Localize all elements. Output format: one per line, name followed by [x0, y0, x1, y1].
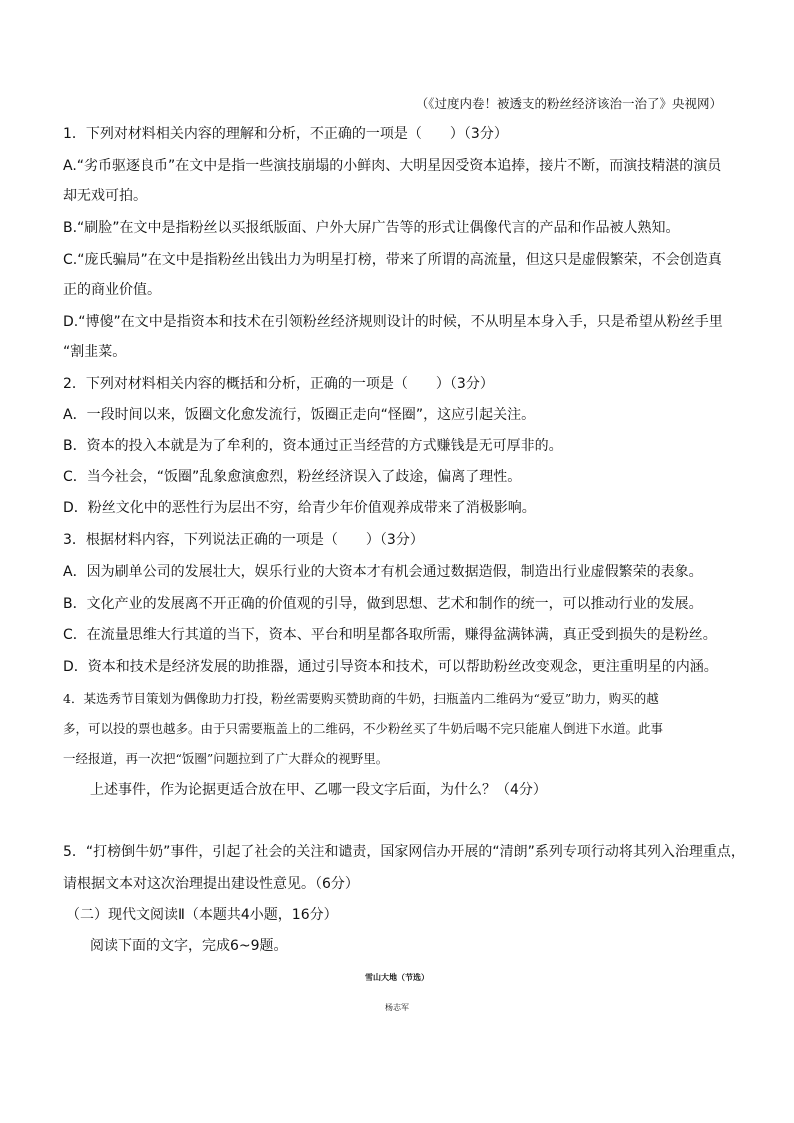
reading-instruction: 阅读下面的文字，完成6~9题。: [90, 938, 288, 954]
question-1-option-d: D.“博傻”在文中是指资本和技术在引领粉丝经济规则设计的时候，不从明星本身入手，只是希望从粉丝手里: [63, 314, 723, 330]
question-1-stem: 1．下列对材料相关内容的理解和分析，不正确的一项是（ ）（3分）: [63, 126, 508, 142]
question-4-prompt: 上述事件，作为论据更适合放在甲、乙哪一段文字后面，为什么？（4分）: [90, 782, 547, 798]
question-2-stem: 2．下列对材料相关内容的概括和分析，正确的一项是（ ）（3分）: [63, 376, 494, 392]
question-5-line-2: 请根据文本对这次治理提出建设性意见。（6分）: [63, 876, 359, 892]
question-4-line-3: 一经报道，再一次把“饭圈”问题拉到了广大群众的视野里。: [63, 751, 389, 766]
section-heading: （二）现代文阅读Ⅱ（本题共4小题，16分）: [66, 907, 338, 923]
question-1-option-a: A.“劣币驱逐良币”在文中是指一些演技崩塌的小鲜肉、大明星因受资本追捧，接片不断，而演技精湛的演员: [63, 158, 722, 174]
question-4-line-2: 多，可以投的票也越多。由于只需要瓶盖上的二维码，不少粉丝买了牛奶后喝不完只能雇人倒进下水道。此事: [63, 721, 664, 736]
question-1-option-a-cont: 却无戏可拍。: [63, 188, 147, 204]
question-2-option-b: B．资本的投入本就是为了牟利的，资本通过正当经营的方式赚钱是无可厚非的。: [63, 438, 563, 454]
passage-author: 杨志军: [385, 1003, 409, 1012]
passage-title: 雪山大地（节选）: [365, 972, 429, 982]
question-1-option-d-cont: “割韭菜。: [63, 344, 127, 360]
question-2-option-a: A．一段时间以来，饭圈文化愈发流行，饭圈正走向“怪圈”，这应引起关注。: [63, 407, 536, 423]
question-1-option-c: C.“庞氏骗局”在文中是指粉丝出钱出力为明星打榜，带来了所谓的高流量，但这只是虚假繁荣，不会创造真: [63, 252, 722, 268]
question-2-option-c: C．当今社会，“饭圈”乱象愈演愈烈，粉丝经济误入了歧途，偏离了理性。: [63, 469, 522, 485]
question-1-option-c-cont: 正的商业价值。: [63, 282, 161, 298]
question-1-option-b: B.“刷脸”在文中是指粉丝以买报纸版面、户外大屏广告等的形式让偶像代言的产品和作品被人熟知。: [63, 220, 680, 236]
question-3-option-b: B．文化产业的发展离不开正确的价值观的引导，做到思想、艺术和制作的统一，可以推动行业的发展。: [63, 596, 703, 612]
question-3-option-c: C．在流量思维大行其道的当下，资本、平台和明星都各取所需，赚得盆满钵满，真正受到损失的是粉丝。: [63, 627, 717, 643]
question-5-line-1: 5．“打榜倒牛奶”事件，引起了社会的关注和谴责，国家网信办开展的“清朗”系列专项行动将其列入治理重点，: [63, 844, 745, 860]
question-3-stem: 3．根据材料内容，下列说法正确的一项是（ ）（3分）: [63, 532, 424, 548]
question-3-option-a: A．因为刷单公司的发展壮大，娱乐行业的大资本才有机会通过数据造假，制造出行业虚假繁荣的表象。: [63, 564, 703, 580]
question-3-option-d: D．资本和技术是经济发展的助推器，通过引导资本和技术，可以帮助粉丝改变观念，更注重明星的内涵。: [63, 659, 718, 675]
question-2-option-d: D．粉丝文化中的恶性行为层出不穷，给青少年价值观养成带来了消极影响。: [63, 500, 536, 516]
source-citation: （《过度内卷！被透支的粉丝经济该治一治了》央视网）: [415, 96, 722, 111]
question-4-line-1: 4．某选秀节目策划为偶像助力打投，粉丝需要购买赞助商的牛奶，扫瓶盖内二维码为“爱豆”助力，购买的越: [63, 691, 659, 706]
